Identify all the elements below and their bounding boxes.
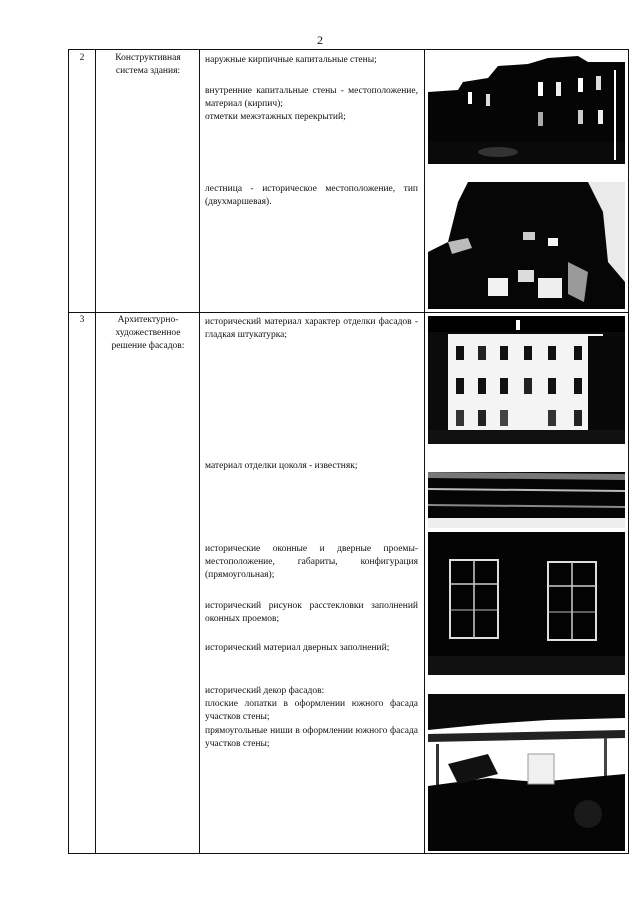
column-divider: [424, 49, 425, 854]
photo-staircase: [428, 182, 625, 309]
requirement-item: наружные кирпичные капитальные стены;: [205, 55, 377, 65]
requirement-item: исторический материал дверных заполнений;: [205, 643, 390, 653]
column-divider: [199, 49, 200, 854]
requirement-item: отметки межэтажных перекрытий;: [205, 112, 346, 122]
requirement-item: материал отделки цоколя - известняк;: [205, 461, 358, 471]
row-number: 3: [79, 315, 85, 325]
table-border-top: [68, 49, 628, 50]
table-border-bottom: [68, 853, 628, 854]
page-number: 2: [317, 33, 323, 47]
column-divider: [95, 49, 96, 854]
requirement-item: исторический рисунок расстекловки заполнений оконных проемов;: [205, 601, 418, 624]
requirement-item: плоские лопатки в оформлении южного фасада участков стены;: [205, 699, 418, 722]
photo-facade-decor: [428, 694, 625, 851]
photo-facade-plaster: [428, 316, 625, 444]
table-border-left: [68, 49, 69, 854]
row-number: 2: [79, 53, 85, 63]
row-title: Архитектурно-художественное решение фасадов:: [111, 315, 185, 351]
row-title: Конструктивная система здания:: [115, 53, 181, 76]
requirement-item: исторический материал характер отделки фасадов - гладкая штукатурка;: [205, 317, 418, 340]
row-divider: [68, 312, 628, 313]
table-border-right: [628, 49, 629, 854]
requirement-item: исторические оконные и дверные проемы-местоположение, габариты, конфигурация (прямоугольная);: [205, 544, 418, 580]
requirement-item: внутренние капитальные стены - местоположение, материал (кирпич);: [205, 86, 418, 109]
requirement-item: лестница - историческое местоположение, тип (двухмаршевая).: [205, 184, 418, 207]
requirement-item: прямоугольные ниши в оформлении южного фасада участков стены;: [205, 726, 418, 749]
photo-building-facade: [428, 52, 625, 164]
requirement-item: исторический декор фасадов:: [205, 686, 325, 696]
photo-limestone-plinth: [428, 462, 625, 528]
photo-window-openings: [428, 532, 625, 675]
